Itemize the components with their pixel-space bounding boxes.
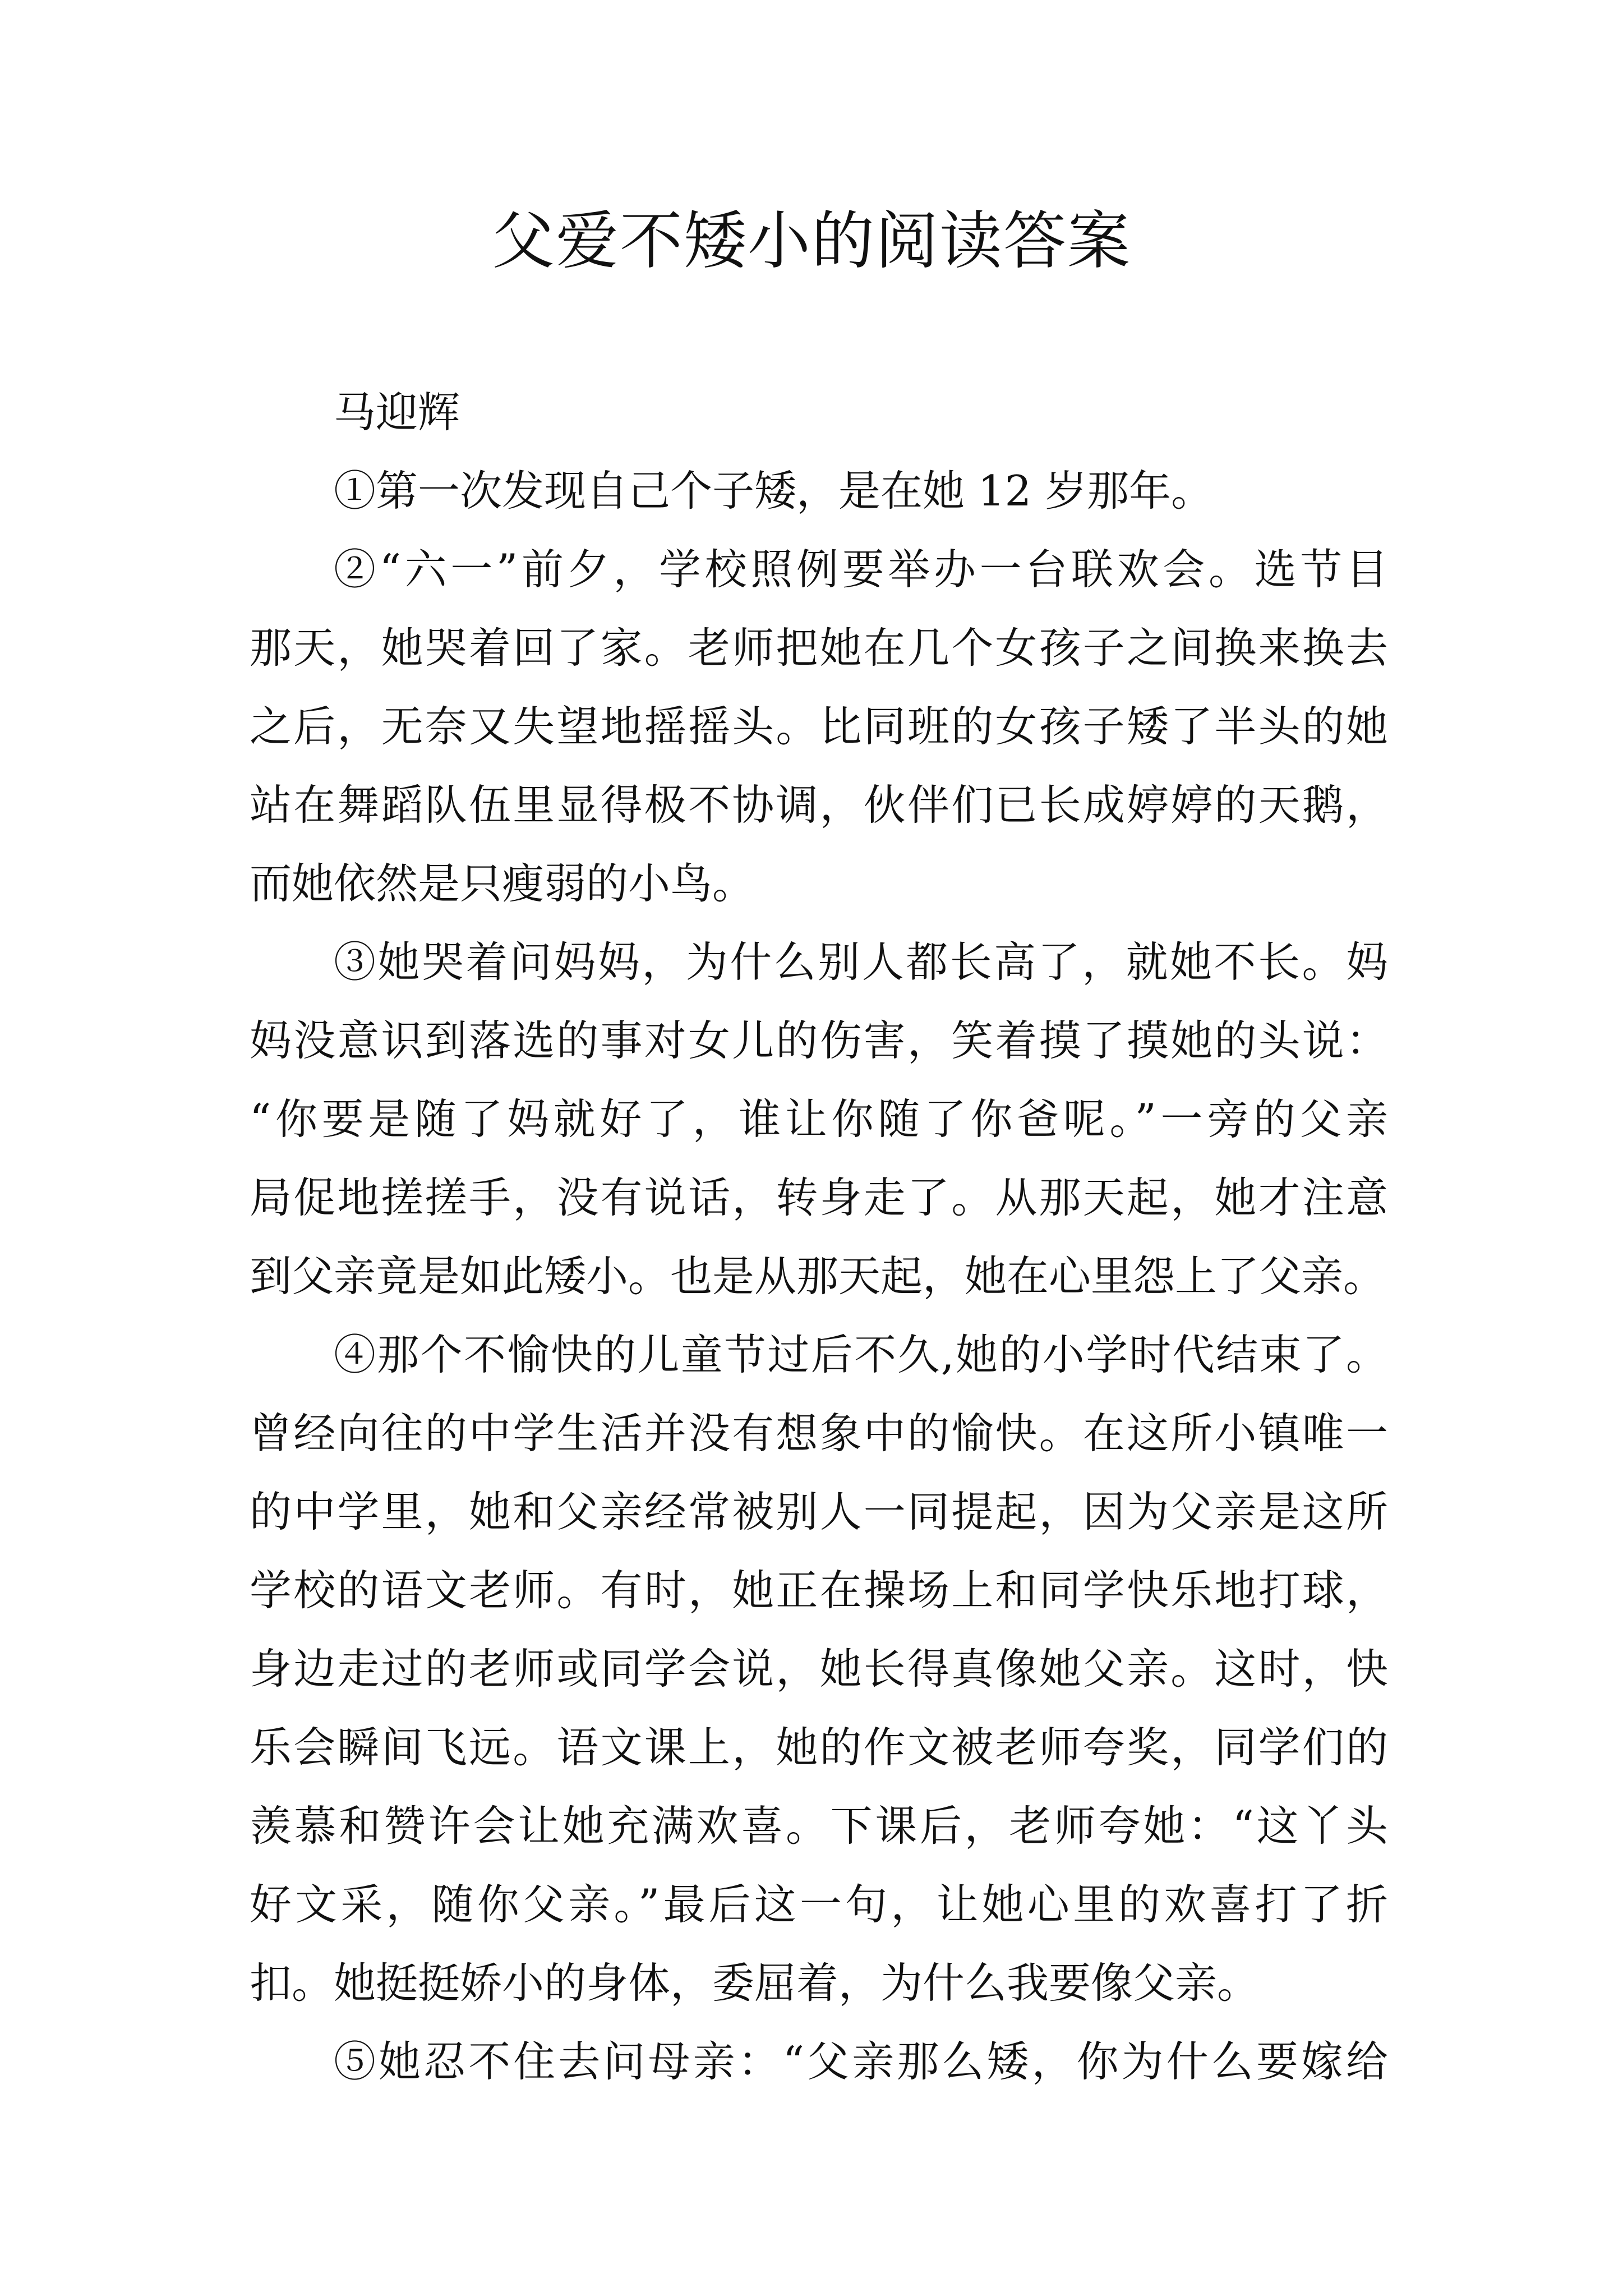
paragraph-line: ②“六一”前夕，学校照例要举办一台联欢会。选节目 [334,545,1388,594]
paragraph-line: ③她哭着问妈妈，为什么别人都长高了，就她不长。妈 [334,937,1388,987]
paragraph-line: 学校的语文老师。有时，她正在操场上和同学快乐地打球， [250,1566,1388,1615]
paragraph-line: “你要是随了妈就好了，谁让你随了你爸呢。”一旁的父亲 [250,1094,1388,1144]
document-title: 父爱不矮小的阅读答案 [492,205,1131,278]
paragraph-line: ①第一次发现自己个子矮，是在她 12 岁那年。 [334,466,1214,516]
paragraph-line: 妈没意识到落选的事对女儿的伤害，笑着摸了摸她的头说： [250,1016,1388,1065]
paragraph-line: 曾经向往的中学生活并没有想象中的愉快。在这所小镇唯一 [250,1409,1388,1458]
paragraph-line: 到父亲竟是如此矮小。也是从那天起，她在心里怨上了父亲。 [250,1251,1386,1301]
paragraph-line: 羡慕和赞许会让她充满欢喜。下课后，老师夸她：“这丫头 [250,1801,1388,1851]
paragraph-line: ⑤她忍不住去问母亲：“父亲那么矮，你为什么要嫁给 [334,2037,1388,2086]
paragraph-line: 好文采，随你父亲。”最后这一句，让她心里的欢喜打了折 [250,1880,1388,1929]
paragraph-line: 站在舞蹈队伍里显得极不协调，伙伴们已长成婷婷的天鹅， [250,780,1388,830]
paragraph-line: 之后，无奈又失望地摇摇头。比同班的女孩子矮了半头的她 [250,702,1388,751]
paragraph-line: 的中学里，她和父亲经常被别人一同提起，因为父亲是这所 [250,1487,1388,1536]
paragraph-line: 身边走过的老师或同学会说，她长得真像她父亲。这时，快 [250,1644,1388,1694]
document-body [250,373,1388,2101]
paragraph-line: ④那个不愉快的儿童节过后不久,她的小学时代结束了。 [334,1330,1388,1379]
paragraph-line: 那天，她哭着回了家。老师把她在几个女孩子之间换来换去 [250,623,1388,673]
paragraph-line: 扣。她挺挺娇小的身体，委屈着，为什么我要像父亲。 [250,1958,1260,2008]
paragraph-line: 而她依然是只瘦弱的小鸟。 [250,859,755,908]
paragraph-line: 局促地搓搓手，没有说话，转身走了。从那天起，她才注意 [250,1173,1388,1222]
paragraph-line: 乐会瞬间飞远。语文课上，她的作文被老师夸奖，同学们的 [250,1723,1388,1772]
author-name: 马迎辉 [334,388,460,437]
